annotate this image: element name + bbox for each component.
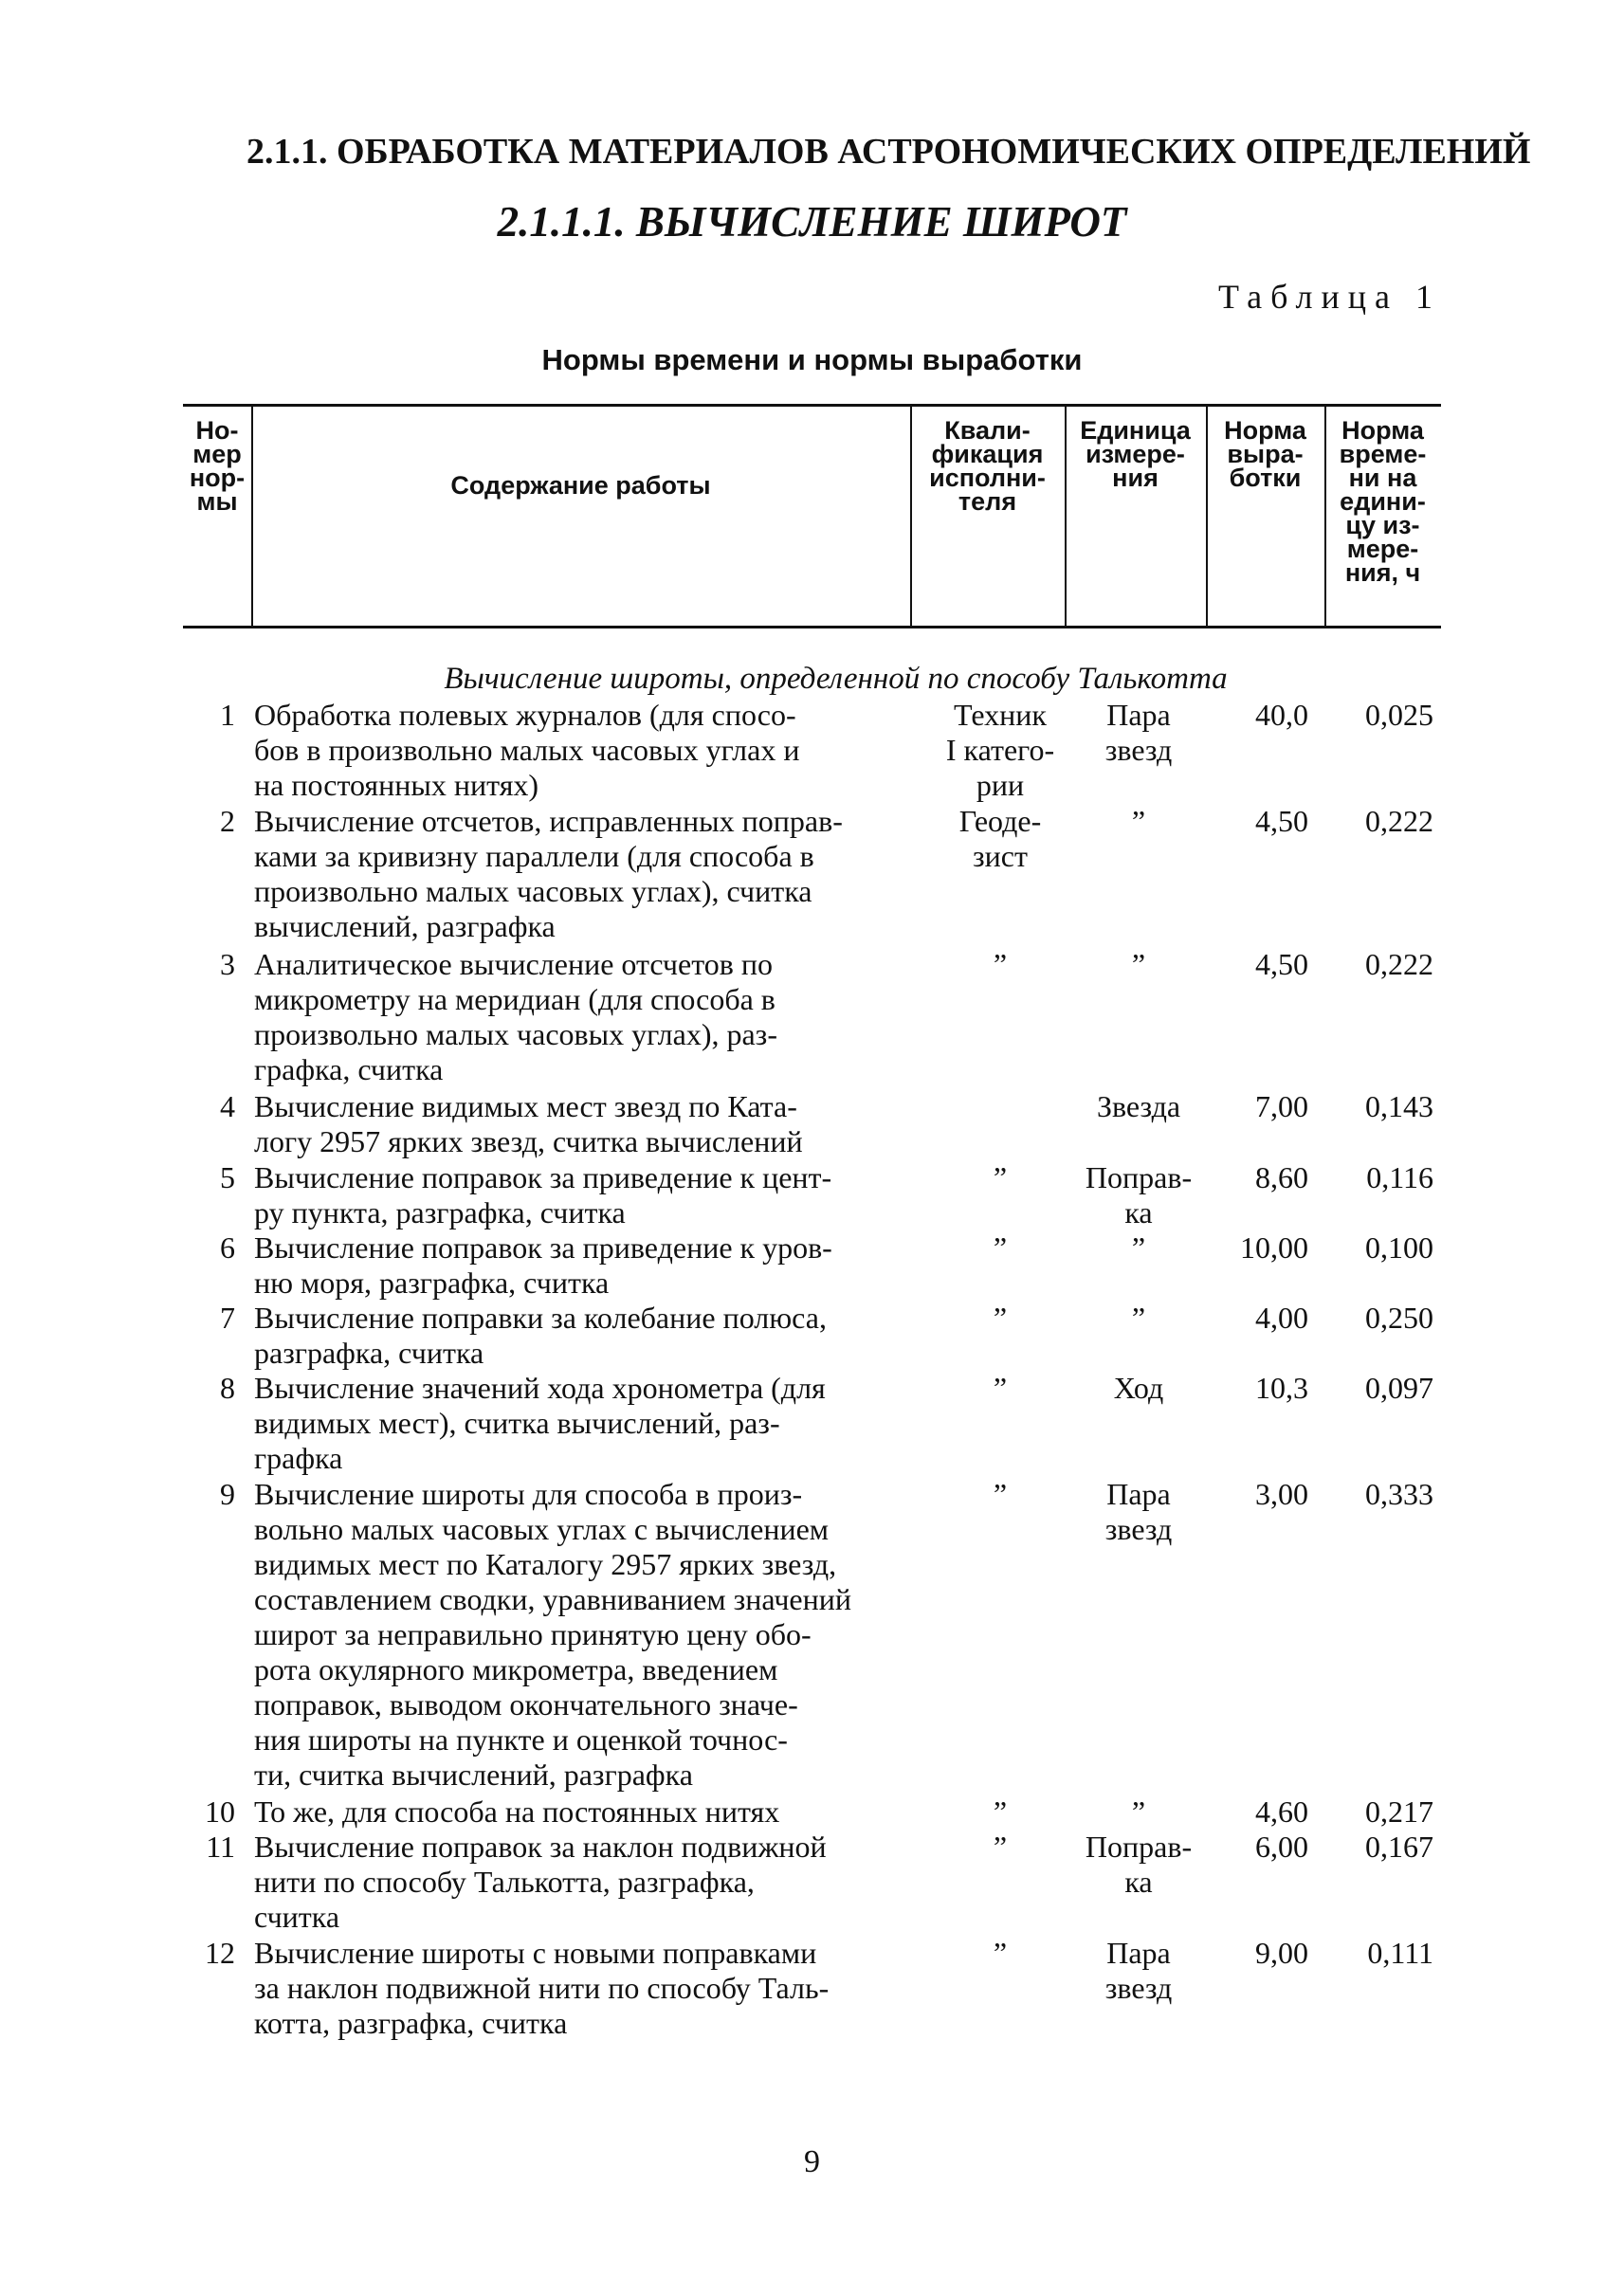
row-output-norm: 10,00	[1240, 1230, 1308, 1265]
row-number: 9	[220, 1477, 235, 1511]
column-header-content: Содержание работы	[450, 471, 711, 500]
row-time-norm: 0,025	[1365, 698, 1433, 732]
row-number: 4	[220, 1089, 235, 1123]
row-unit: Поправ- ка	[1085, 1830, 1193, 1899]
row-output-norm: 9,00	[1255, 1936, 1308, 1970]
row-qualification: ”	[993, 1230, 1008, 1265]
row-description: Вычисление поправок за приведение к цент- ру пункта, разграфка, считка	[254, 1160, 832, 1229]
row-output-norm: 4,00	[1255, 1301, 1308, 1335]
row-number: 11	[206, 1830, 235, 1864]
row-unit: Пара звезд	[1104, 1936, 1173, 2005]
row-qualification: ”	[993, 1477, 1008, 1511]
row-qualification: ”	[993, 1794, 1008, 1829]
row-description: Вычисление значений хода хронометра (для видимых мест), считка вычислений, раз- графка	[254, 1371, 826, 1475]
row-unit: Поправ- ка	[1085, 1160, 1193, 1229]
row-time-norm: 0,222	[1365, 804, 1433, 838]
row-qualification: ”	[993, 947, 1008, 981]
row-time-norm: 0,250	[1365, 1301, 1433, 1335]
row-unit: Пара звезд	[1104, 698, 1173, 767]
table-header-bottom-rule	[183, 626, 1441, 628]
row-number: 10	[205, 1794, 235, 1829]
table-label: Таблица 1	[1218, 278, 1441, 316]
row-number: 5	[220, 1160, 235, 1194]
row-description: Вычисление поправок за приведение к уров- ню моря, разграфка, считка	[254, 1230, 832, 1300]
row-description: Вычисление отсчетов, исправленных поправ- ками за кривизну параллели (для способа в произвольно малых часовых углах), считка вычислений, разграфка	[254, 804, 843, 943]
row-time-norm: 0,111	[1367, 1936, 1433, 1970]
row-description: Вычисление широты с новыми поправками за наклон подвижной нити по способу Таль- котта, разграфка, считка	[254, 1936, 830, 2040]
row-unit: Звезда	[1096, 1089, 1181, 1123]
group-title: Вычисление широты, определенной по способу Талькотта	[444, 662, 1228, 696]
row-qualification: ”	[993, 1160, 1008, 1194]
row-output-norm: 7,00	[1255, 1089, 1308, 1123]
row-time-norm: 0,167	[1365, 1830, 1433, 1864]
row-output-norm: 4,60	[1255, 1794, 1308, 1829]
row-number: 6	[220, 1230, 235, 1265]
section-title: 2.1.1. ОБРАБОТКА МАТЕРИАЛОВ АСТРОНОМИЧЕСКИХ ОПРЕДЕЛЕНИЙ	[246, 132, 1531, 172]
row-number: 3	[220, 947, 235, 981]
row-time-norm: 0,116	[1366, 1160, 1433, 1194]
row-output-norm: 8,60	[1255, 1160, 1308, 1194]
row-qualification: ”	[993, 1830, 1008, 1864]
row-number: 8	[220, 1371, 235, 1405]
column-header-unit: Единица измере- ния	[1080, 416, 1191, 492]
row-qualification: ”	[993, 1371, 1008, 1405]
column-header-number: Но- мер нор- мы	[189, 416, 246, 516]
row-qualification: ”	[993, 1936, 1008, 1970]
row-number: 2	[220, 804, 235, 838]
row-description: Вычисление видимых мест звезд по Ката- логу 2957 ярких звезд, считка вычислений	[254, 1089, 803, 1158]
row-description: Вычисление широты для способа в произ- вольно малых часовых углах с вычислением видимых мест по Каталогу 2957 ярких звезд, составлением сводки, уравниванием значений широт за неправильно принятую цену обо- рота окулярного микрометра, введением поправок, выводом окончательного значе- ния широты на пункте и оценкой точнос- ти, считка вычислений, разграфка	[254, 1477, 851, 1792]
row-number: 1	[220, 698, 235, 732]
row-unit: ”	[1131, 1301, 1146, 1335]
row-unit: ”	[1131, 947, 1146, 981]
subsection-title: 2.1.1.1. ВЫЧИСЛЕНИЕ ШИРОТ	[497, 198, 1127, 246]
table-top-rule	[183, 404, 1441, 407]
row-output-norm: 6,00	[1255, 1830, 1308, 1864]
row-number: 7	[220, 1301, 235, 1335]
row-unit: ”	[1131, 1230, 1146, 1265]
row-qualification: ”	[993, 1301, 1008, 1335]
row-output-norm: 10,3	[1255, 1371, 1308, 1405]
row-number: 12	[205, 1936, 235, 1970]
row-output-norm: 4,50	[1255, 804, 1308, 838]
row-time-norm: 0,100	[1365, 1230, 1433, 1265]
column-divider	[251, 405, 253, 626]
row-output-norm: 3,00	[1255, 1477, 1308, 1511]
row-description: То же, для способа на постоянных нитях	[254, 1794, 780, 1829]
row-time-norm: 0,333	[1365, 1477, 1433, 1511]
row-description: Вычисление поправок за наклон подвижной нити по способу Талькотта, разграфка, считка	[254, 1830, 827, 1934]
row-qualification: Техник I катего- рии	[945, 698, 1055, 802]
row-unit: ”	[1131, 804, 1146, 838]
row-description: Вычисление поправки за колебание полюса, разграфка, считка	[254, 1301, 827, 1370]
row-time-norm: 0,222	[1365, 947, 1433, 981]
row-time-norm: 0,217	[1365, 1794, 1433, 1829]
row-description: Обработка полевых журналов (для спосо- бов в произвольно малых часовых углах и на постоянных нитях)	[254, 698, 800, 802]
row-description: Аналитическое вычисление отсчетов по микрометру на меридиан (для способа в произвольно малых часовых углах), раз- графка, считка	[254, 947, 777, 1086]
row-qualification: Геоде- зист	[958, 804, 1042, 873]
row-time-norm: 0,143	[1365, 1089, 1433, 1123]
row-unit: Пара звезд	[1104, 1477, 1173, 1546]
column-header-qualification: Квали- фикация исполни- теля	[929, 416, 1046, 516]
column-header-output-norm: Норма выра- ботки	[1224, 416, 1306, 492]
table-caption: Нормы времени и нормы выработки	[541, 343, 1083, 376]
column-header-time-norm: Норма време- ни на едини- цу из- мере- ния, ч	[1339, 416, 1427, 587]
page-number: 9	[804, 2144, 820, 2179]
row-unit: ”	[1131, 1794, 1146, 1829]
row-unit: Ход	[1113, 1371, 1164, 1405]
row-time-norm: 0,097	[1365, 1371, 1433, 1405]
row-output-norm: 4,50	[1255, 947, 1308, 981]
row-output-norm: 40,0	[1255, 698, 1308, 732]
